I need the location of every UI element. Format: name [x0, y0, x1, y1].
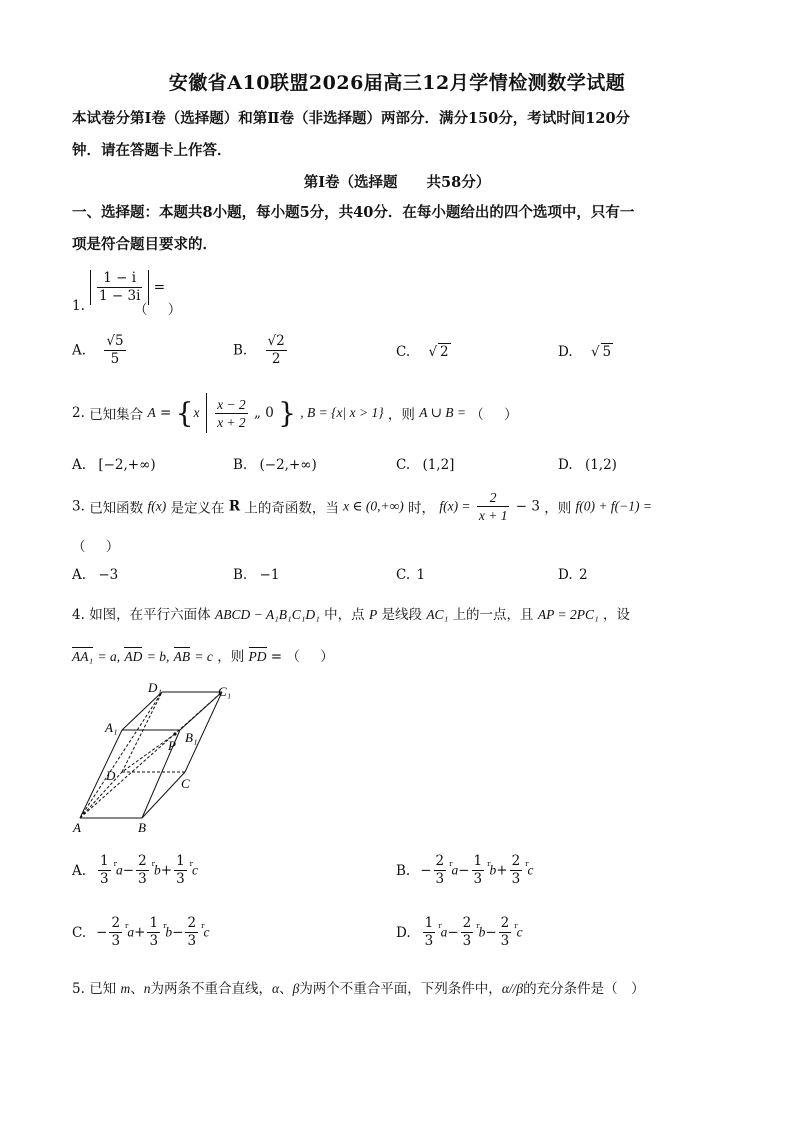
coef-den: 3 [462, 933, 472, 949]
coef-num: 1 [473, 853, 483, 869]
intro-line-1: 本试卷分第Ⅰ卷（选择题）和第Ⅱ卷（非选择题）两部分．满分150分，考试时间120分 [72, 110, 631, 127]
coef-den: 3 [511, 871, 521, 887]
option-num: √5 [106, 333, 124, 349]
q3-option-b[interactable] [233, 567, 279, 583]
q4-vec-a: = a, [97, 649, 121, 664]
q4-vec-b: = b, [146, 649, 170, 664]
coef-num: 1 [424, 915, 434, 931]
vector-mark: r [189, 860, 194, 868]
coef-num: 2 [187, 915, 197, 931]
term-sign: + [496, 862, 508, 879]
term-vector: a [116, 862, 123, 878]
q2-option-b[interactable] [233, 457, 317, 473]
option-text: [−2,+∞) [98, 457, 156, 473]
q3-minus3: − 3 [515, 498, 540, 515]
option-den: 2 [271, 351, 281, 367]
term-coef [174, 853, 187, 888]
option-label: D. [558, 344, 573, 360]
q3-stem [72, 489, 652, 524]
q5-sep: 、 [279, 981, 293, 997]
q2-union: A ∪ B = [419, 405, 466, 420]
q3-fx-def: f(x) = [439, 498, 471, 514]
q4-equals: = [270, 649, 283, 665]
term-coef [109, 915, 122, 950]
intro-text [72, 103, 722, 167]
q4-option-c[interactable] [72, 915, 209, 950]
coef-den: 3 [500, 933, 510, 949]
q4-option-d[interactable] [396, 915, 523, 950]
term-coef [510, 853, 523, 888]
term-vector: b [154, 862, 161, 878]
q5-alpha: α [271, 981, 280, 996]
option-label: D. [558, 457, 573, 473]
q3-ask: f(0) + f(−1) = [575, 498, 652, 514]
vector-mark: r [514, 922, 518, 930]
q5-parallel: α//β [501, 981, 524, 996]
option-text: −3 [98, 567, 119, 583]
term-coef [461, 915, 474, 950]
term-coef [98, 853, 111, 888]
q3-option-c[interactable] [396, 567, 425, 583]
term-sign: − [485, 924, 497, 941]
label-b1: B₁ [185, 730, 198, 745]
vector-mark: r [125, 922, 129, 930]
coef-num: 1 [176, 853, 185, 869]
vector-mark: r [163, 922, 167, 930]
option-text: 2 [578, 567, 588, 583]
option-text: (1,2) [584, 457, 617, 473]
label-d: D [106, 768, 116, 783]
option-text: (−2,+∞) [259, 457, 317, 473]
term-vector: c [527, 862, 534, 878]
term-vector: b [165, 924, 173, 940]
q2-answer-paren: （ ） [470, 407, 526, 423]
q3-answer-paren: （ ） [72, 539, 128, 555]
q2-text: 已知集合 [89, 407, 144, 423]
q3-frac-den: x + 1 [478, 508, 508, 523]
term-sign: − [96, 924, 108, 941]
label-a: A [73, 820, 81, 835]
q4-text: ，设 [602, 607, 630, 623]
term-sign: − [458, 862, 470, 879]
q2-option-c[interactable] [396, 457, 454, 473]
label-a1: A₁ [105, 720, 118, 735]
coef-num: 2 [435, 853, 445, 869]
q4-text: 中，点 [324, 607, 365, 623]
q4-vec-c: = c [194, 649, 213, 664]
q4-text: ，则 [217, 649, 245, 665]
term-sign: − [172, 924, 184, 941]
coef-num: 1 [100, 853, 109, 869]
coef-num: 2 [138, 853, 147, 869]
option-radicand: 2 [440, 344, 449, 360]
q2-frac-den: x + 2 [217, 414, 246, 430]
q5-n: n [143, 981, 151, 996]
section-instructions [72, 197, 722, 261]
q5-m: m [120, 981, 131, 996]
option-label: C. [396, 567, 411, 583]
q4-point-p: P [368, 607, 378, 622]
q5-sep: 、 [130, 981, 144, 997]
vector-mark: r [476, 922, 480, 930]
q3-option-a[interactable] [72, 567, 118, 583]
parallelepiped-figure [70, 680, 240, 836]
term-coef [434, 853, 447, 888]
q2-set-a-rest: „ 0 [253, 405, 274, 421]
q5-text: 为两个不重合平面，下列条件中， [299, 981, 502, 997]
q3-text: 是定义在 [170, 500, 225, 517]
q4-solid: ABCD − A₁B₁C₁D₁ [214, 607, 320, 622]
vector-mark: r [201, 922, 205, 930]
term-vector: a [127, 924, 135, 940]
q3-option-d[interactable] [558, 567, 588, 583]
term-vector: a [440, 924, 448, 940]
q4-stem-line1 [72, 603, 630, 623]
q1-option-a[interactable] [72, 333, 128, 368]
term-vector: c [203, 924, 210, 940]
q4-vec-aa1: AA₁ [72, 649, 94, 664]
q3-text: 上的奇函数，当 [244, 500, 339, 517]
q2-set-a-label: A [147, 405, 156, 420]
term-coef [185, 915, 198, 950]
term-vector: b [478, 924, 486, 940]
q4-option-a[interactable] [72, 853, 198, 888]
q4-vec-pd: PD [248, 649, 267, 664]
vector-mark: r [151, 860, 156, 868]
vector-mark: r [113, 860, 117, 868]
label-d1: D₁ [148, 680, 162, 695]
q3-text: 已知函数 [89, 500, 144, 517]
term-coef [499, 915, 512, 950]
coef-num: 2 [462, 915, 472, 931]
q1-option-b[interactable] [233, 333, 289, 368]
q2-stem: 2. 已知集合 A = {x $\frac{x - 2}{x + 2}$ „ 0 } , B = {x| x > 1} ，则 A ∪ B = （ ） [72, 393, 526, 433]
term-sign: + [134, 924, 146, 941]
coef-den: 3 [149, 933, 159, 949]
question-5 [72, 977, 645, 997]
section-line-1: 一、选择题：本题共8小题，每小题5分，共40分．在每小题给出的四个选项中，只有一 [72, 204, 635, 221]
q2-text: ，则 [387, 407, 415, 423]
coef-den: 3 [176, 871, 185, 887]
coef-den: 3 [473, 871, 483, 887]
option-text: (1,2] [422, 457, 455, 473]
coef-num: 2 [111, 915, 121, 931]
term-coef [147, 915, 160, 950]
q4-condition: AP = 2PC₁ [537, 607, 599, 622]
option-label: C. [396, 344, 411, 360]
q4-text: 如图，在平行六面体 [89, 607, 211, 623]
q1-equals: = [153, 279, 165, 296]
q1-answer-paren: （ ） [134, 302, 190, 318]
term-sign: − [447, 924, 459, 941]
option-radicand: 5 [602, 344, 612, 360]
q1-option-c[interactable]: C. √ 2 [396, 344, 449, 360]
option-num: √2 [267, 333, 285, 349]
q4-vec-ab: AB [173, 649, 191, 664]
coef-num: 2 [500, 915, 510, 931]
q4-text: 上的一点，且 [452, 607, 534, 623]
coef-num: 2 [511, 853, 521, 869]
term-sign: − [420, 862, 432, 879]
option-label: B. [233, 457, 248, 473]
option-den: 5 [110, 351, 120, 367]
part1-heading: 第Ⅰ卷（选择题 共58分） [303, 174, 491, 191]
coef-den: 3 [187, 933, 197, 949]
coef-num: 1 [149, 915, 159, 931]
coef-den: 3 [138, 871, 147, 887]
option-label: B. [233, 567, 248, 583]
q2-option-a[interactable] [72, 457, 156, 473]
coef-den: 3 [111, 933, 121, 949]
q5-number: 5. [72, 981, 85, 997]
option-label: A. [72, 457, 87, 473]
label-b: B [138, 820, 146, 835]
term-vector: a [451, 862, 459, 878]
label-c: C [181, 776, 190, 791]
q5-text: 的充分条件是（ ） [523, 981, 645, 997]
intro-line-2: 钟．请在答题卡上作答． [72, 142, 232, 159]
q5-text: 为两条不重合直线， [150, 981, 272, 997]
coef-den: 3 [435, 871, 445, 887]
q3-fx: f(x) [147, 498, 167, 514]
page-title: 安徽省A10联盟2026届高三12月学情检测数学试题 [168, 72, 626, 94]
q1-numerator: 1 − i [97, 270, 142, 288]
q5-text: 已知 [89, 981, 117, 997]
q2-set-b: , B = {x| x > 1} [300, 405, 384, 420]
q4-stem-line2 [72, 645, 342, 665]
q1-option-d[interactable]: D. √ 5 [558, 344, 612, 360]
option-label: D. [558, 567, 573, 583]
q1-number: 1. [72, 298, 85, 314]
term-vector: c [516, 924, 523, 940]
term-sign: + [160, 862, 173, 879]
q4-option-b[interactable] [396, 853, 534, 888]
vector-mark: r [487, 860, 491, 868]
q2-option-d[interactable] [558, 457, 617, 473]
option-label: C. [396, 457, 411, 473]
q4-segment: AC₁ [426, 607, 449, 622]
option-text: 1 [416, 567, 426, 583]
term-coef [423, 915, 436, 950]
term-sign: − [122, 862, 135, 879]
q4-text: 是线段 [381, 607, 423, 623]
q3-number: 3. [72, 498, 85, 515]
vector-mark: r [525, 860, 529, 868]
q3-domain: x ∈ (0,+∞) [343, 498, 404, 514]
option-label: C. [72, 924, 87, 941]
q2-frac-num: x − 2 [217, 396, 246, 412]
term-coef [472, 853, 485, 888]
q3-reals: R [228, 498, 241, 515]
option-label: A. [72, 862, 87, 879]
section-line-2: 项是符合题目要求的． [72, 236, 217, 253]
term-coef [136, 853, 149, 888]
q4-answer-paren: （ ） [286, 649, 342, 665]
label-p: P [168, 738, 176, 753]
option-label: A. [72, 567, 87, 583]
option-label: D. [396, 924, 411, 941]
q3-frac-num: 2 [477, 489, 510, 507]
vector-mark: r [449, 860, 453, 868]
option-label: A. [72, 342, 87, 359]
q2-number: 2. [72, 405, 85, 421]
term-vector: b [489, 862, 497, 878]
option-label: B. [233, 342, 248, 359]
q3-text: 时， [408, 500, 436, 517]
coef-den: 3 [100, 871, 109, 887]
q5-beta: β [292, 981, 300, 996]
label-c1: C₁ [218, 684, 232, 699]
q3-text: ，则 [544, 500, 572, 517]
q1-denominator: 1 − 3i [99, 288, 141, 304]
term-vector: c [192, 862, 199, 878]
q4-vec-ad: AD [124, 649, 143, 664]
coef-den: 3 [424, 933, 434, 949]
option-text: −1 [259, 567, 280, 583]
vector-mark: r [438, 922, 442, 930]
option-label: B. [396, 862, 411, 879]
q4-number: 4. [72, 607, 85, 623]
